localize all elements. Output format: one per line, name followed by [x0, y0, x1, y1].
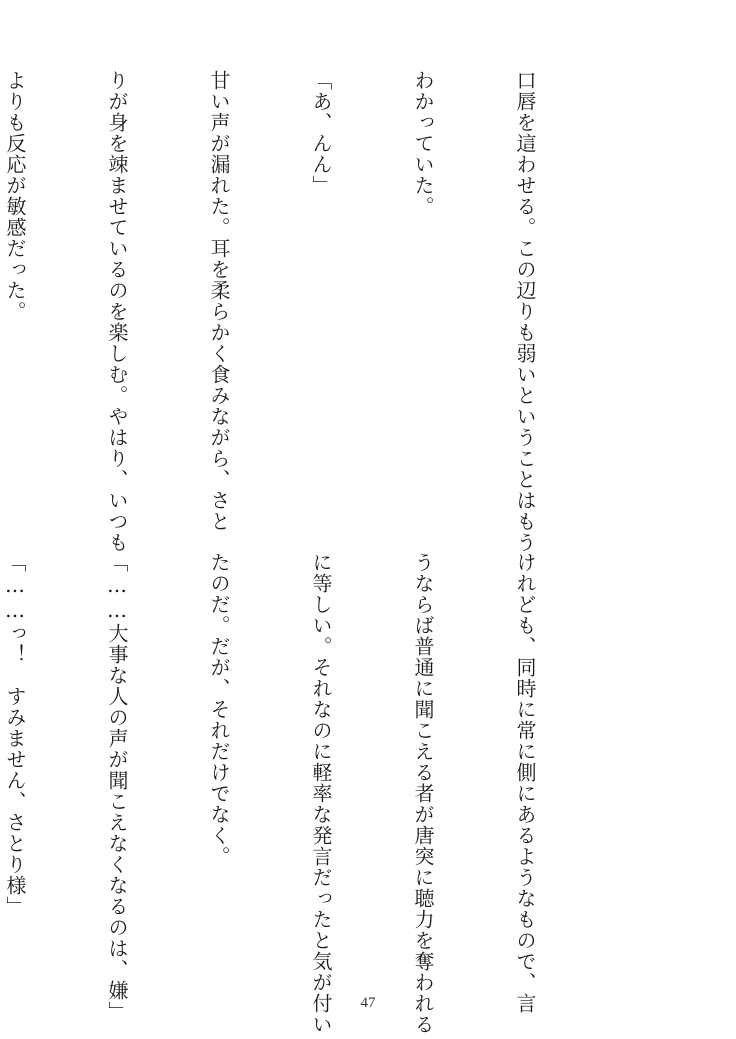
text-line: りが身を竦ませているのを楽しむ。やはり、いつも	[105, 70, 129, 553]
text-line: うならば普通に聞こえる者が唐突に聴力を奪われる	[411, 552, 435, 1035]
text-line: 口唇を這わせる。この辺りも弱いということはもう	[513, 70, 537, 553]
text-line: 「あ、んん」	[309, 70, 333, 196]
text-line: 「……っ！ すみません、さとり様」	[3, 552, 27, 917]
text-line: 「……大事な人の声が聞こえなくなるのは、嫌」	[105, 552, 129, 1022]
text-line: わかっていた。	[411, 70, 435, 217]
page-number: 47	[360, 995, 376, 1011]
text-line: よりも反応が敏感だった。	[3, 70, 27, 322]
upper-text-block	[3, 70, 610, 553]
text-line: に等しい。それなのに軽率な発言だったと気が付い	[309, 552, 333, 1035]
text-line: けれども、同時に常に側にあるようなもので、言	[513, 552, 537, 1014]
text-line: 甘い声が漏れた。耳を柔らかく食みながら、さと	[207, 70, 231, 532]
text-line: たのだ。だが、それだけでなく。	[207, 552, 231, 867]
